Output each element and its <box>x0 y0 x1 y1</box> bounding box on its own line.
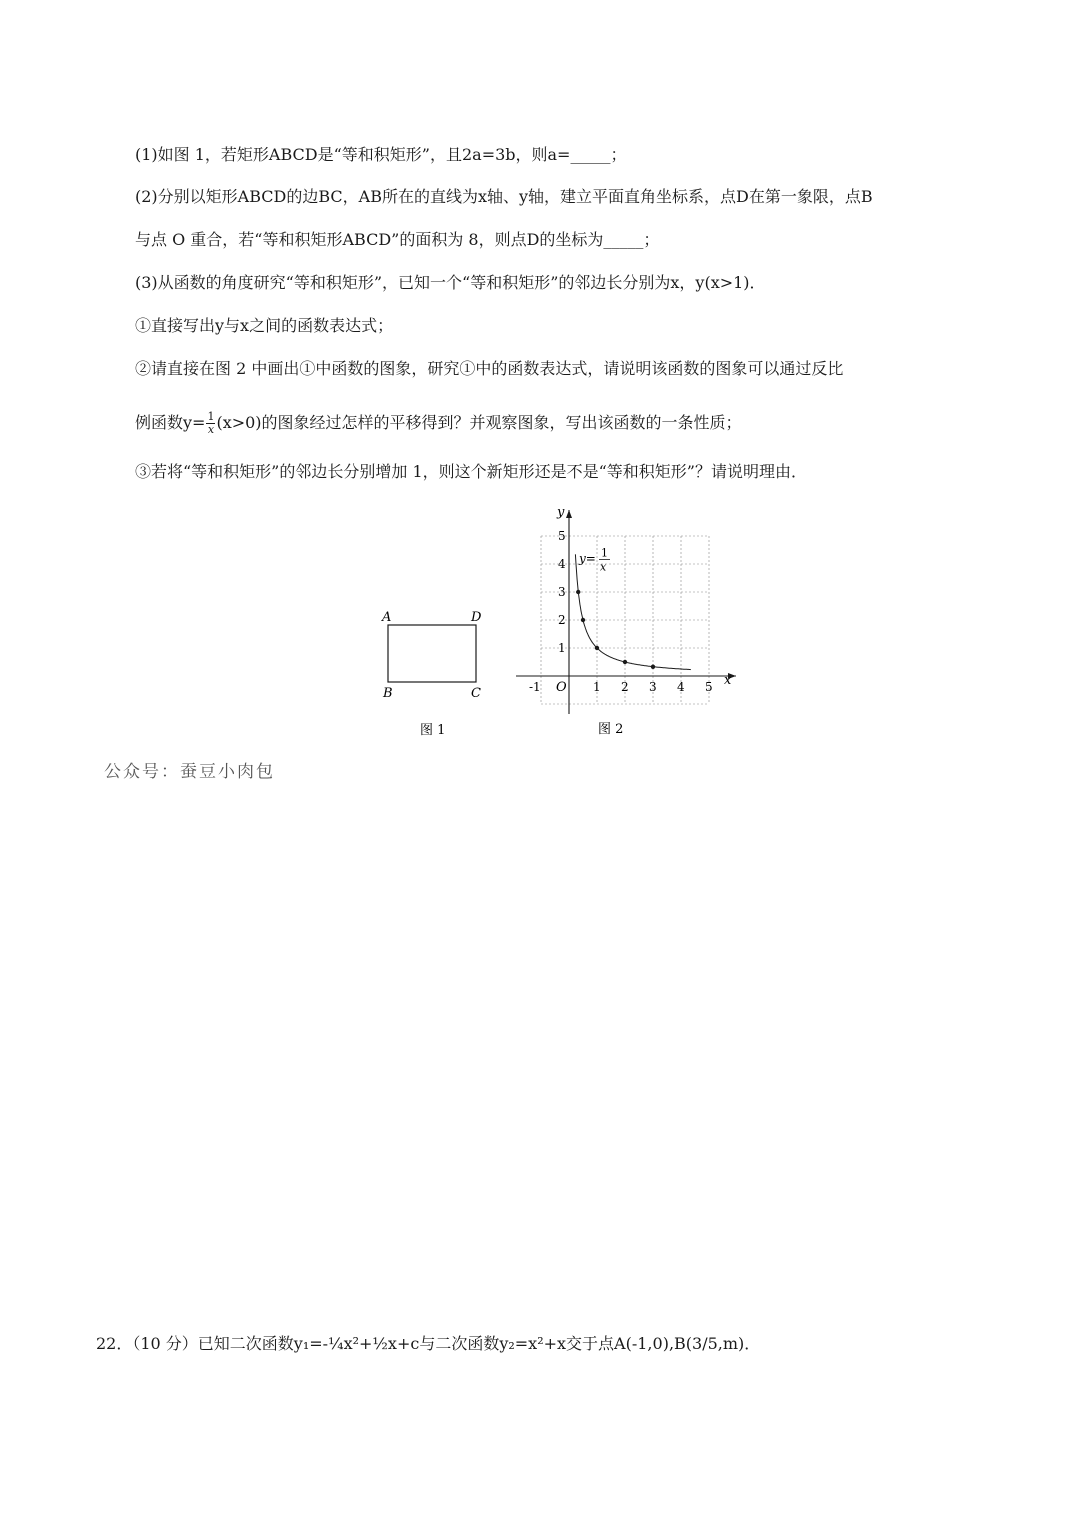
question-2-line-1: (2)分别以矩形ABCD的边BC，AB所在的直线为x轴、y轴，建立平面直角坐标系，点D在第一象限，点B <box>135 187 873 206</box>
y-tick-label: 1 <box>558 641 566 655</box>
curve-label-denominator: x <box>600 560 607 574</box>
label-a: A <box>382 610 392 625</box>
label-c: C <box>471 686 481 701</box>
curve-label <box>578 546 610 573</box>
label-d: D <box>471 610 482 625</box>
question-3-part-2-line-2 <box>135 411 742 436</box>
question-3-part-2-line-1: ②请直接在图 2 中画出①中函数的图象，研究①中的函数表达式，请说明该函数的图象可以通过反比 <box>135 359 844 378</box>
fraction-denominator: x <box>207 423 215 436</box>
x-tick-label: 3 <box>649 680 657 694</box>
data-point <box>651 665 655 669</box>
y-tick-label: 3 <box>558 585 566 599</box>
x-tick-label: 4 <box>677 680 685 694</box>
x-tick-label: 2 <box>621 680 629 694</box>
question-3-part-1: ①直接写出y与x之间的函数表达式； <box>135 316 394 335</box>
data-point <box>581 618 585 622</box>
figure-1-caption: 图 1 <box>420 723 446 736</box>
data-points <box>576 590 655 669</box>
figure-1 <box>378 606 498 736</box>
curve-label-numerator: 1 <box>601 546 608 560</box>
x-tick-label: 5 <box>705 680 713 694</box>
x-tick-label: 1 <box>593 680 601 694</box>
y-axis-arrow <box>566 510 572 518</box>
fraction <box>206 411 215 436</box>
x-tick-label: -1 <box>529 680 541 694</box>
q3-2-prefix: 例函数y= <box>135 413 206 432</box>
question-22: 22．（10 分）已知二次函数y₁=-¼x²+½x+c与二次函数y₂=x²+x交于点A(-1,0),B(3/5,m)． <box>96 1334 761 1353</box>
label-b: B <box>383 686 393 701</box>
curve-y-1-over-x <box>575 554 690 669</box>
watermark: 公众号：蚕豆小肉包 <box>104 762 275 782</box>
y-axis-label: y <box>557 505 565 520</box>
question-1: (1)如图 1，若矩形ABCD是“等和积矩形”，且2a=3b，则a=_____； <box>135 145 627 164</box>
question-2-line-2: 与点 O 重合，若“等和积矩形ABCD”的面积为 8，则点D的坐标为_____； <box>135 230 660 249</box>
rectangle-abcd <box>388 625 476 682</box>
origin-label: O <box>556 680 567 695</box>
fraction-numerator: 1 <box>207 410 215 423</box>
y-tick-label: 5 <box>558 529 566 543</box>
data-point <box>595 646 599 650</box>
y-tick-label: 4 <box>558 557 566 571</box>
figure-2-caption: 图 2 <box>598 722 624 737</box>
x-axis-label: x <box>724 673 732 688</box>
figure-2 <box>508 500 758 740</box>
q3-2-suffix: (x>0)的图象经过怎样的平移得到？并观察图象，写出该函数的一条性质； <box>216 413 742 432</box>
data-point <box>576 590 580 594</box>
curve-label-prefix: y= <box>579 551 596 566</box>
grid <box>541 536 709 704</box>
question-3-part-3: ③若将“等和积矩形”的邻边长分别增加 1，则这个新矩形还是不是“等和积矩形”？请说明理由． <box>135 462 807 481</box>
question-3: (3)从函数的角度研究“等和积矩形”，已知一个“等和积矩形”的邻边长分别为x，y(x>1)． <box>135 273 766 292</box>
data-point <box>623 660 627 664</box>
y-tick-label: 2 <box>558 613 566 627</box>
